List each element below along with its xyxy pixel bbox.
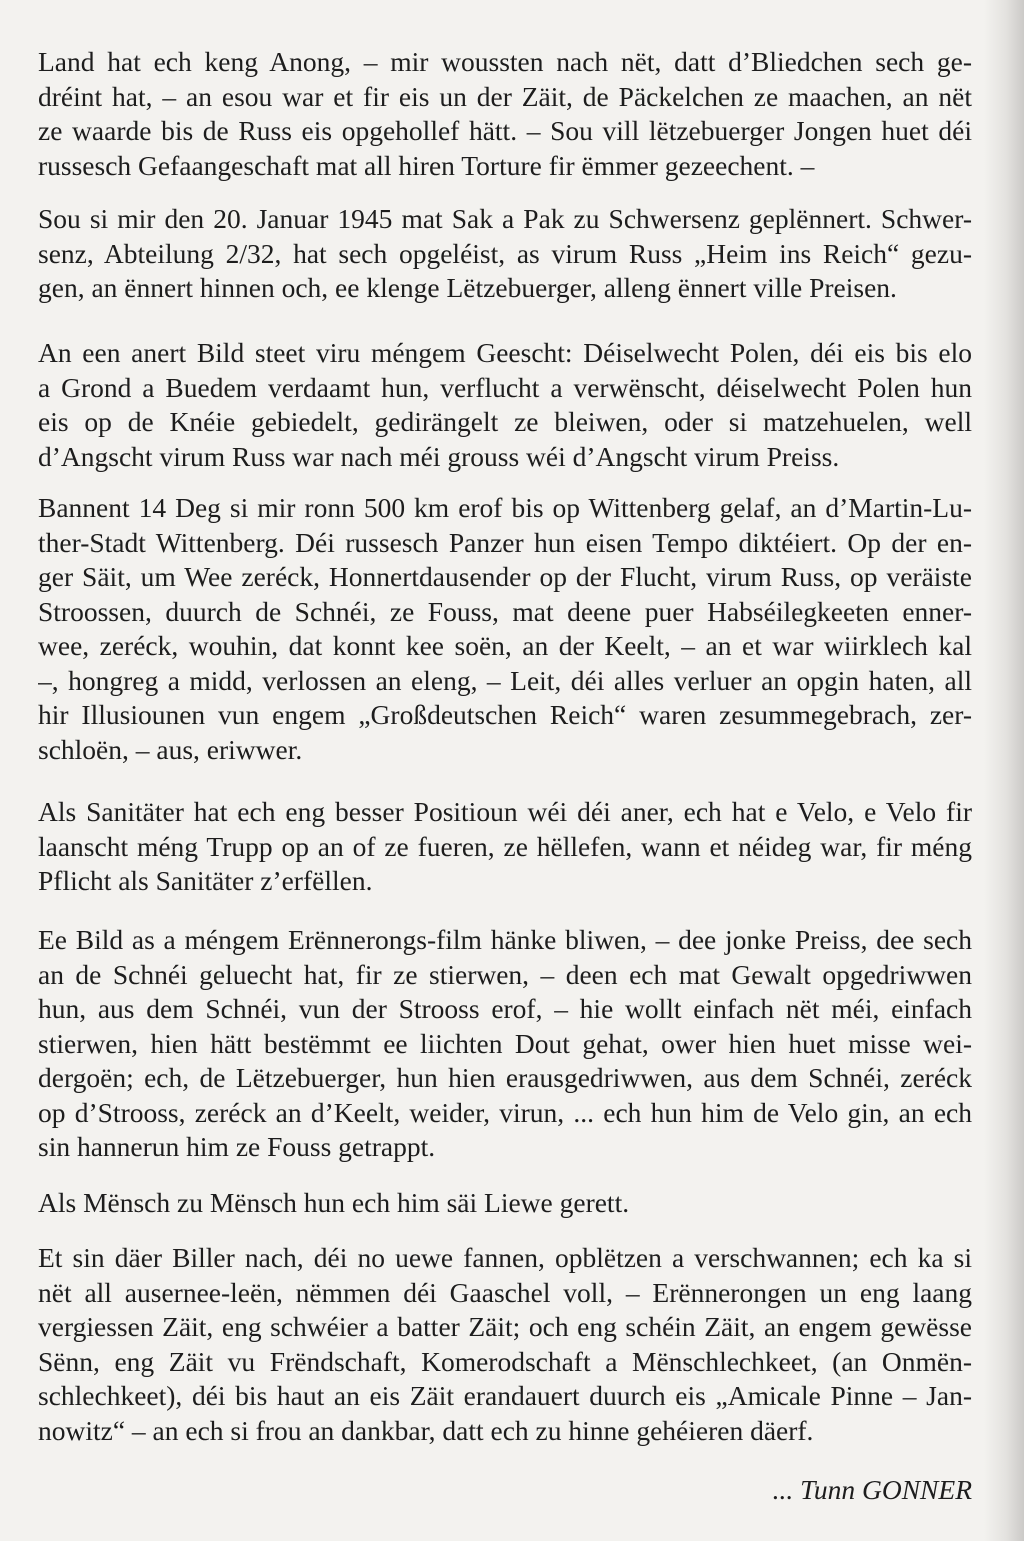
text-line: schloën, – aus, eriwwer. [38,733,303,765]
paragraph-2 [38,202,972,306]
paragraph-5 [38,795,972,899]
text-line: Bannent 14 Deg si mir ronn 500 km erof bis op Wittenberg gelaf, an d’Martin-Lu- [38,492,972,523]
text-line: Et sin däer Biller nach, déi no uewe fannen, opblëtzen a verschwannen; ech ka si [38,1242,972,1273]
text-line: Ee Bild as a méngem Erënnerongs-film hänke bliwen, – dee jonke Preiss, dee sech [38,924,972,955]
author-signature: ... Tunn GONNER [772,1474,972,1505]
paragraph-8 [38,1241,972,1448]
text-line: ger Säit, um Wee zeréck, Honnertdausender op der Flucht, virum Russ, op veräiste [38,561,972,592]
text-line: senz, Abteilung 2/32, hat sech opgeléist, as virum Russ „Heim ins Reich“ gezu- [38,237,972,269]
text-line: –, hongreg a midd, verlossen an eleng, – Leit, déi alles verluer an opgin haten, all [38,664,972,696]
paragraph-6 [38,923,972,1165]
text-line: Sou si mir den 20. Januar 1945 mat Sak a Pak zu Schwersenz geplënnert. Schwer- [38,203,972,234]
text-line: sin hannerun him ze Fouss getrappt. [38,1131,436,1162]
text-line: Land hat ech keng Anong, – mir woussten nach nët, datt d’Bliedchen sech ge- [38,46,972,77]
paragraph-4 [38,491,972,767]
text-line: Sënn, eng Zäit vu Frëndschaft, Komerodschaft a Mënschlechkeet, (an Onmën- [38,1345,972,1377]
text-line: dergoën; ech, de Lëtzebuerger, hun hien erausgedriwwen, aus dem Schnéi, zeréck [38,1062,972,1093]
text-line: ther-Stadt Wittenberg. Déi russesch Panzer hun eisen Tempo diktéiert. Op der en- [38,526,972,558]
text-line: vergiessen Zäit, eng schwéier a batter Zäit; och eng schéin Zäit, an engem gewësse [38,1311,972,1342]
text-line: nowitz“ – an ech si frou an dankbar, datt ech zu hinne gehéieren däerf. [38,1414,814,1446]
text-line: a Grond a Buedem verdaamt hun, verflucht a verwënscht, déiselwecht Polen hun [38,371,972,403]
text-line: dréint hat, – an esou war et fir eis un der Zäit, de Päckelchen ze maachen, an nët [38,80,972,112]
text-line: Stroossen, duurch de Schnéi, ze Fouss, mat deene puer Habséilegkeeten enner- [38,595,972,627]
paragraph-1 [38,45,972,183]
text-line: laanscht méng Trupp op an of ze fueren, ze hëllefen, wann et néideg war, fir méng [38,830,972,862]
text-line: an de Schnéi geluecht hat, fir ze stierwen, – deen ech mat Gewalt opgedriwwen [38,958,972,990]
text-line: hir Illusiounen vun engem „Großdeutschen Reich“ waren zesummegebrach, zer- [38,699,972,730]
text-line: ze waarde bis de Russ eis opgehollef hätt. – Sou vill lëtzebuerger Jongen huet déi [38,115,972,146]
text-line: wee, zeréck, wouhin, dat konnt kee soën, an der Keelt, – an et war wiirklech kal [38,630,972,661]
text-line: An een anert Bild steet viru méngem Geescht: Déiselwecht Polen, déi eis bis elo [38,337,972,368]
text-line: nët all ausernee-leën, nëmmen déi Gaaschel voll, – Erënnerongen un eng laang [38,1276,972,1308]
paragraph-7 [38,1186,972,1221]
text-line: op d’Strooss, zeréck an d’Keelt, weider, virun, ... ech hun him de Velo gin, an ech [38,1096,972,1128]
text-line: Als Mënsch zu Mënsch hun ech him säi Liewe gerett. [38,1187,630,1218]
text-line: schlechkeet), déi bis haut an eis Zäit erandauert duurch eis „Amicale Pinne – Jan- [38,1380,972,1411]
scan-edge-shadow [984,0,1024,1541]
text-line: russesch Gefaangeschaft mat all hiren Torture fir ëmmer gezeechent. – [38,149,815,181]
text-line: stierwen, hien hätt bestëmmt ee liichten Dout gehat, ower hien huet misse wei- [38,1027,972,1059]
text-line: hun, aus dem Schnéi, vun der Strooss erof, – hie wollt einfach nët méi, einfach [38,993,972,1024]
text-line: Pflicht als Sanitäter z’erfëllen. [38,865,373,896]
text-line: d’Angscht virum Russ war nach méi grouss wéi d’Angscht virum Preiss. [38,440,840,472]
paragraph-3 [38,336,972,474]
text-line: eis op de Knéie gebiedelt, gedirängelt ze bleiwen, oder si matzehuelen, well [38,406,972,437]
text-line: gen, an ënnert hinnen och, ee klenge Lëtzebuerger, alleng ënnert ville Preisen. [38,272,897,303]
text-line: Als Sanitäter hat ech eng besser Positioun wéi déi aner, ech hat e Velo, e Velo fir [38,796,972,827]
